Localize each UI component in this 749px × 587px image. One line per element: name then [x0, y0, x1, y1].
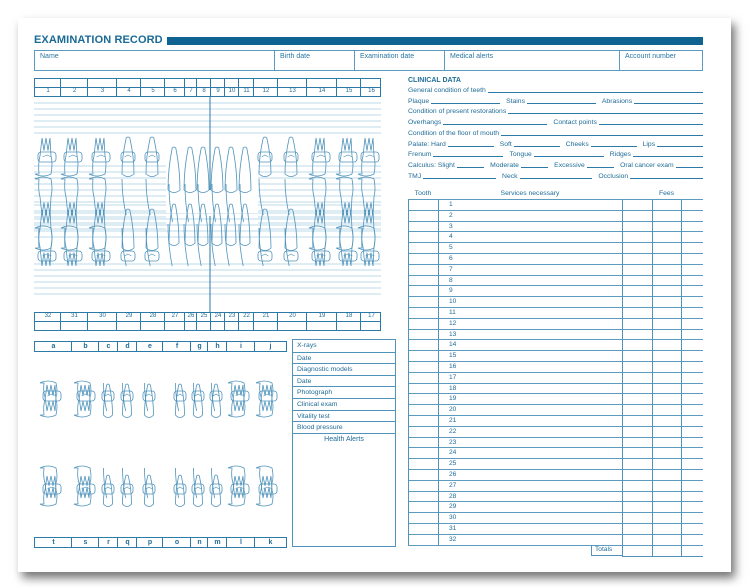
- clinical-line: [408, 159, 703, 169]
- clinical-line: [408, 138, 703, 148]
- tooth-occlusal: [145, 251, 159, 261]
- upper-tooth-8[interactable]: 8: [202, 88, 206, 94]
- column-divider: [71, 342, 72, 351]
- tooth-outline: [35, 226, 52, 266]
- clinical-line: [408, 116, 703, 126]
- row-number: 9: [449, 287, 453, 295]
- tooth-occlusal: [92, 152, 110, 162]
- tooth-outline: [211, 147, 223, 193]
- clinical-line: [408, 148, 703, 158]
- clinical-exam-field[interactable]: Clinical exam: [293, 398, 395, 410]
- tooth-outline: [228, 381, 245, 411]
- tooth-occlusal-groove: [213, 394, 219, 396]
- lower-tooth-18[interactable]: 18: [345, 313, 353, 319]
- tooth-outline: [309, 226, 326, 266]
- column-divider: [207, 538, 208, 547]
- lower-tooth-30[interactable]: 30: [99, 313, 106, 319]
- tooth-outline: [358, 226, 375, 266]
- tooth-occlusal-groove: [366, 155, 375, 157]
- clinical-field-input[interactable]: [599, 124, 703, 125]
- tooth-occlusal-groove: [149, 254, 156, 256]
- row-number: 19: [449, 395, 457, 403]
- upper-tooth-16[interactable]: 16: [368, 88, 375, 94]
- tooth-outline: [336, 138, 353, 176]
- tooth-outline: [146, 209, 158, 251]
- services-table-row[interactable]: [408, 534, 703, 545]
- upper-primary-tooth-e[interactable]: e: [148, 343, 152, 350]
- clinical-field-label: Condition of the floor of mouth: [408, 129, 500, 137]
- clinical-field-label: Overhangs: [408, 119, 442, 127]
- tooth-outline: [144, 475, 153, 507]
- tooth-occlusal-groove: [177, 487, 183, 489]
- clinical-field-label: Calculus: Slight: [408, 161, 455, 169]
- clinical-field-input[interactable]: [630, 178, 703, 179]
- tooth-occlusal-groove: [195, 394, 201, 396]
- clinical-field-input[interactable]: [534, 156, 604, 157]
- services-table-row[interactable]: [408, 415, 703, 426]
- upper-tooth-11[interactable]: 11: [243, 88, 250, 94]
- tooth-outline: [74, 381, 91, 411]
- clinical-field-label: Stains: [506, 97, 525, 105]
- upper-tooth-14[interactable]: 14: [318, 88, 326, 94]
- row-number: 18: [449, 384, 457, 392]
- row-number: 10: [449, 298, 457, 306]
- services-table-row[interactable]: [408, 329, 703, 340]
- tooth-outline: [358, 210, 375, 250]
- services-table-row[interactable]: [408, 253, 703, 264]
- clinical-field-label: Oral cancer exam: [620, 161, 674, 169]
- lower-tooth-22[interactable]: 22: [243, 313, 250, 319]
- tooth-occlusal-groove: [195, 487, 201, 489]
- table-column-line: [438, 199, 439, 545]
- tooth-outline: [193, 475, 202, 507]
- row-number: 4: [449, 233, 453, 241]
- tooth-outline: [89, 226, 106, 266]
- row-number: 21: [449, 417, 457, 424]
- services-table-row[interactable]: [408, 447, 703, 458]
- lower-primary-tooth-o[interactable]: o: [174, 539, 180, 546]
- upper-tooth-4[interactable]: 4: [127, 88, 131, 94]
- lower-tooth-28[interactable]: 28: [149, 313, 157, 319]
- tooth-occlusal: [258, 251, 272, 261]
- upper-tooth-7[interactable]: 7: [189, 88, 193, 94]
- blood-pressure-field[interactable]: Blood pressure: [293, 421, 395, 433]
- upper-tooth-5[interactable]: 5: [151, 88, 155, 94]
- tooth-occlusal-groove: [125, 155, 132, 157]
- row-number: 32: [449, 535, 457, 543]
- row-number: 27: [449, 481, 457, 489]
- column-divider: [117, 342, 118, 351]
- row-number: 13: [449, 330, 457, 338]
- services-table-row[interactable]: [408, 296, 703, 307]
- upper-primary-tooth-j[interactable]: j: [269, 343, 272, 350]
- row-number: 1: [449, 201, 453, 208]
- clinical-field-label: Lips: [642, 140, 656, 148]
- column-divider: [162, 538, 163, 547]
- tooth-occlusal: [38, 152, 56, 162]
- services-table-row[interactable]: [408, 393, 703, 404]
- name-label: Name: [40, 53, 59, 60]
- tooth-occlusal-groove: [105, 394, 111, 396]
- clinical-field-input[interactable]: [501, 135, 703, 136]
- clinical-line: [408, 170, 703, 180]
- clinical-field-input[interactable]: [431, 103, 500, 104]
- tooth-outline: [285, 137, 297, 177]
- column-divider: [136, 342, 137, 351]
- services-table-row[interactable]: [408, 264, 703, 275]
- tooth-outline: [358, 138, 375, 176]
- row-number: 3: [449, 222, 453, 230]
- row-number: 23: [449, 438, 457, 446]
- services-table-row[interactable]: [408, 404, 703, 415]
- tooth-outline: [61, 210, 78, 250]
- services-table-row[interactable]: [408, 339, 703, 350]
- clinical-field-input[interactable]: [587, 167, 614, 168]
- row-number: 17: [449, 373, 457, 381]
- clinical-field-label: Frenum: [408, 151, 432, 159]
- upper-tooth-3[interactable]: 3: [100, 88, 105, 94]
- tooth-occlusal-groove: [344, 155, 353, 157]
- column-divider: [190, 342, 191, 351]
- tooth-occlusal-groove: [262, 254, 269, 256]
- clinical-field-input[interactable]: [676, 167, 703, 168]
- xrays-field[interactable]: X-rays: [297, 342, 317, 349]
- tooth-outline: [309, 210, 326, 250]
- upper-primary-tooth-c[interactable]: c: [106, 343, 111, 350]
- lower-primary-tooth-m[interactable]: m: [214, 539, 221, 546]
- row-number: 24: [449, 449, 457, 457]
- tooth-outline: [146, 137, 158, 177]
- tooth-column-header: Tooth: [414, 190, 432, 197]
- tooth-outline: [61, 226, 78, 266]
- upper-tooth-1[interactable]: 1: [46, 88, 50, 94]
- account-number-label: Account number: [625, 53, 676, 60]
- table-column-line: [681, 199, 682, 556]
- clinical-field-label: Abrasions: [601, 97, 633, 105]
- lower-primary-tooth-n[interactable]: n: [197, 539, 202, 546]
- health-alerts-box[interactable]: [292, 433, 396, 547]
- clinical-field-input[interactable]: [527, 103, 596, 104]
- tooth-occlusal-groove: [149, 155, 156, 157]
- clinical-field-label: Moderate: [490, 161, 519, 169]
- services-table-row[interactable]: [408, 501, 703, 512]
- clinical-field-label: Palate: Hard: [408, 140, 446, 148]
- clinical-field-input[interactable]: [514, 146, 560, 147]
- tooth-outline: [197, 147, 209, 193]
- services-table-row[interactable]: [408, 199, 703, 210]
- clinical-field-label: Cheeks: [565, 140, 589, 148]
- upper-primary-tooth-f[interactable]: f: [175, 343, 179, 350]
- table-column-line: [652, 199, 653, 556]
- medical-alerts-label: Medical alerts: [450, 53, 494, 60]
- column-divider: [254, 342, 255, 351]
- upper-tooth-10[interactable]: 10: [228, 88, 236, 94]
- services-table-row[interactable]: [408, 318, 703, 329]
- column-divider: [71, 538, 72, 547]
- records-box: [292, 339, 396, 434]
- clinical-field-input[interactable]: [657, 146, 703, 147]
- clinical-line: [408, 95, 703, 105]
- tooth-occlusal-groove: [125, 254, 132, 256]
- lower-tooth-26[interactable]: 26: [187, 313, 195, 319]
- tooth-outline: [239, 147, 251, 193]
- row-number: 26: [449, 471, 457, 478]
- tooth-outline: [256, 381, 273, 411]
- vitality-test-field[interactable]: Vitality test: [293, 410, 395, 422]
- tooth-occlusal-groove: [97, 155, 106, 157]
- tooth-outline: [35, 210, 52, 250]
- tooth-occlusal-groove: [69, 155, 78, 157]
- services-table-row[interactable]: [408, 307, 703, 318]
- upper-primary-tooth-b[interactable]: b: [83, 343, 88, 350]
- row-number: 28: [449, 492, 457, 500]
- tooth-occlusal-groove: [105, 487, 111, 489]
- services-table-row[interactable]: [408, 372, 703, 383]
- lower-tooth-17[interactable]: 17: [368, 313, 375, 319]
- upper-primary-tooth-d[interactable]: d: [125, 343, 130, 350]
- clinical-field-input[interactable]: [520, 178, 593, 179]
- tooth-occlusal-groove: [317, 155, 326, 157]
- column-divider: [254, 538, 255, 547]
- tooth-outline: [211, 475, 220, 507]
- services-table-row[interactable]: [408, 210, 703, 221]
- services-table-row[interactable]: [408, 469, 703, 480]
- xrays-date-field[interactable]: Date: [293, 352, 395, 364]
- tooth-outline: [122, 209, 134, 251]
- clinical-field-input[interactable]: [634, 103, 703, 104]
- upper-primary-tooth-a[interactable]: a: [51, 343, 56, 350]
- clinical-field-label: Contact points: [553, 119, 597, 127]
- upper-primary-tooth-g[interactable]: g: [197, 343, 202, 350]
- services-table-row[interactable]: [408, 242, 703, 253]
- tooth-occlusal-groove: [43, 155, 52, 157]
- upper-primary-tooth-i[interactable]: i: [240, 343, 242, 350]
- tooth-occlusal-groove: [124, 487, 130, 489]
- tooth-outline: [309, 138, 326, 176]
- primary-upper-letter-row: [34, 341, 287, 352]
- clinical-field-label: Plaque: [408, 97, 430, 105]
- clinical-field-label: Neck: [502, 172, 518, 180]
- column-divider: [190, 538, 191, 547]
- clinical-field-input[interactable]: [433, 156, 503, 157]
- clinical-data-title: CLINICAL DATA: [408, 77, 461, 84]
- health-alerts-label: Health Alerts: [324, 436, 364, 443]
- lower-primary-tooth-k[interactable]: k: [268, 539, 273, 546]
- row-number: 20: [449, 406, 457, 414]
- clinical-field-label: TMJ: [408, 172, 422, 180]
- column-divider: [162, 342, 163, 351]
- lower-primary-tooth-p[interactable]: p: [147, 539, 153, 546]
- column-divider: [98, 538, 99, 547]
- tooth-occlusal: [284, 251, 298, 261]
- services-table-row[interactable]: [408, 221, 703, 232]
- row-number: 2: [449, 211, 453, 219]
- totals-bottom-line: [622, 556, 703, 557]
- clinical-field-input[interactable]: [443, 124, 547, 125]
- tooth-occlusal: [339, 152, 357, 162]
- row-number: 29: [449, 503, 457, 511]
- upper-tooth-13[interactable]: 13: [289, 88, 296, 94]
- lower-primary-tooth-s[interactable]: s: [83, 539, 88, 546]
- lower-tooth-20[interactable]: 20: [289, 313, 296, 319]
- row-number: 14: [449, 341, 457, 349]
- row-number: 7: [449, 265, 453, 273]
- row-number: 15: [449, 352, 457, 360]
- lower-tooth-31[interactable]: 31: [71, 313, 78, 319]
- services-table-row[interactable]: [408, 231, 703, 242]
- lower-tooth-24[interactable]: 24: [214, 313, 222, 319]
- services-column-header: Services necessary: [500, 190, 560, 197]
- fees-column-header: Fees: [658, 190, 675, 197]
- tooth-outline: [89, 210, 106, 250]
- services-table-row[interactable]: [408, 383, 703, 394]
- lower-primary-tooth-r[interactable]: r: [107, 539, 110, 546]
- column-divider: [226, 538, 227, 547]
- column-divider: [207, 342, 208, 351]
- table-bottom-border: [408, 545, 703, 546]
- row-number: 6: [449, 255, 453, 262]
- column-divider: [98, 342, 99, 351]
- clinical-field-input[interactable]: [508, 113, 703, 114]
- row-number: 31: [449, 525, 457, 532]
- lower-primary-tooth-q[interactable]: q: [125, 539, 130, 546]
- photograph-field[interactable]: Photograph: [293, 386, 395, 398]
- tooth-occlusal-groove: [177, 394, 183, 396]
- row-number: 12: [449, 319, 457, 327]
- services-table-row[interactable]: [408, 512, 703, 523]
- row-number: 30: [449, 514, 457, 522]
- tooth-outline: [104, 475, 113, 507]
- tooth-outline: [61, 138, 78, 176]
- row-number: 5: [449, 244, 453, 252]
- tooth-outline: [40, 381, 57, 411]
- services-table-row[interactable]: [408, 285, 703, 296]
- services-table-row[interactable]: [408, 275, 703, 286]
- tooth-outline: [184, 147, 196, 193]
- primary-lower-letter-row: [34, 537, 287, 548]
- lower-primary-tooth-t[interactable]: t: [52, 539, 55, 546]
- models-date-field[interactable]: Date: [293, 375, 395, 387]
- clinical-field-label: Condition of present restorations: [408, 108, 507, 116]
- tooth-outline: [168, 147, 180, 193]
- tooth-occlusal-groove: [213, 487, 219, 489]
- clinical-line: [408, 105, 703, 115]
- lower-tooth-23[interactable]: 23: [228, 313, 236, 319]
- lower-tooth-29[interactable]: 29: [125, 313, 133, 319]
- upper-tooth-15[interactable]: 15: [345, 88, 353, 94]
- upper-tooth-2[interactable]: 2: [72, 88, 77, 94]
- diagnostic-models-field[interactable]: Diagnostic models: [293, 363, 395, 375]
- tooth-occlusal-groove: [288, 155, 295, 157]
- row-number: 25: [449, 460, 457, 468]
- clinical-field-input[interactable]: [457, 167, 484, 168]
- row-number: 16: [449, 363, 457, 370]
- tooth-outline: [225, 147, 237, 193]
- lower-primary-tooth-l[interactable]: l: [240, 539, 242, 546]
- lower-tooth-21[interactable]: 21: [262, 313, 270, 319]
- row-number: 11: [449, 309, 456, 316]
- services-table-row[interactable]: [408, 426, 703, 437]
- clinical-field-label: Ridges: [609, 151, 631, 159]
- lower-tooth-27[interactable]: 27: [171, 313, 179, 319]
- tooth-outline: [336, 226, 353, 266]
- upper-tooth-9[interactable]: 9: [216, 88, 220, 94]
- services-table-row[interactable]: [408, 350, 703, 361]
- lower-tooth-25[interactable]: 25: [200, 313, 208, 319]
- tooth-outline: [285, 209, 297, 251]
- clinical-field-input[interactable]: [448, 146, 494, 147]
- table-column-line: [408, 199, 409, 545]
- upper-primary-tooth-h[interactable]: h: [215, 343, 220, 350]
- tooth-outline: [35, 138, 52, 176]
- tooth-occlusal-groove: [288, 254, 295, 256]
- tooth-occlusal: [64, 152, 82, 162]
- clinical-line: [408, 84, 703, 94]
- clinical-field-input[interactable]: [423, 178, 496, 179]
- form-title: EXAMINATION RECORD: [34, 34, 163, 46]
- birth-date-label: Birth date: [280, 53, 310, 60]
- column-divider: [117, 538, 118, 547]
- clinical-field-input[interactable]: [633, 156, 703, 157]
- services-table-row[interactable]: [408, 480, 703, 491]
- lower-tooth-19[interactable]: 19: [318, 313, 326, 319]
- tooth-occlusal-groove: [262, 155, 269, 157]
- tooth-outline: [175, 475, 184, 507]
- tooth-outline: [259, 209, 271, 251]
- lower-tooth-32[interactable]: 32: [44, 313, 52, 319]
- tooth-occlusal-groove: [146, 394, 152, 396]
- tooth-outline: [122, 137, 134, 177]
- clinical-field-label: Tongue: [509, 151, 532, 159]
- services-table-row[interactable]: [408, 491, 703, 502]
- clinical-line: [408, 127, 703, 137]
- row-number: 22: [449, 427, 457, 435]
- examination-date-label: Examination date: [360, 53, 415, 60]
- table-column-line: [622, 199, 623, 556]
- tooth-occlusal: [312, 152, 330, 162]
- clinical-field-label: General condition of teeth: [408, 87, 486, 94]
- upper-tooth-12[interactable]: 12: [262, 88, 270, 94]
- services-table-row[interactable]: [408, 523, 703, 534]
- clinical-field-label: Soft: [499, 140, 512, 148]
- upper-tooth-6[interactable]: 6: [173, 88, 177, 94]
- tooth-occlusal-groove: [124, 394, 130, 396]
- tooth-outline: [89, 138, 106, 176]
- clinical-field-input[interactable]: [521, 167, 548, 168]
- tooth-occlusal: [361, 152, 379, 162]
- row-number: 8: [449, 276, 453, 284]
- clinical-field-input[interactable]: [488, 92, 703, 93]
- services-table-row[interactable]: [408, 458, 703, 469]
- tooth-outline: [123, 475, 132, 507]
- services-table-row[interactable]: [408, 437, 703, 448]
- services-table-row[interactable]: [408, 361, 703, 372]
- tooth-occlusal: [121, 251, 135, 261]
- clinical-field-label: Excessive: [554, 161, 585, 169]
- tooth-outline: [336, 210, 353, 250]
- tooth-occlusal-groove: [146, 487, 152, 489]
- column-divider: [136, 538, 137, 547]
- clinical-field-input[interactable]: [591, 146, 637, 147]
- totals-label: Totals: [591, 545, 622, 556]
- tooth-outline: [259, 137, 271, 177]
- clinical-field-label: Occlusion: [598, 172, 629, 180]
- column-divider: [226, 342, 227, 351]
